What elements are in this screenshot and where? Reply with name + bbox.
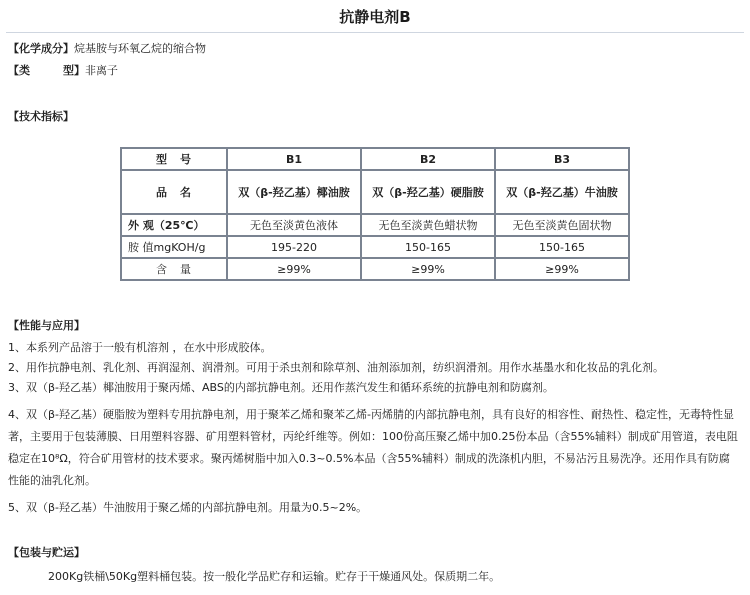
cell-name-b1: 双（β-羟乙基）椰油胺 (227, 170, 361, 214)
table-row (121, 258, 629, 280)
spec-table (120, 147, 630, 281)
cell-content-b1: ≥99% (227, 258, 361, 280)
usage-item-2: 2、用作抗静电剂、乳化剂、再润湿剂、润滑剂。可用于杀虫剂和除草剂、油剂添加剂，纺织润滑剂。用作水基墨水和化妆品的乳化剂。 (8, 361, 664, 374)
usage-item-4: 4、双（β-羟乙基）硬脂胺为塑料专用抗静电剂，用于聚苯乙烯和聚苯乙烯-丙烯腈的内部抗静电剂，具有良好的相容性、耐热性、稳定性，无毒特性显著，主要用于包装薄膜、日用塑料容器、矿用塑料管材，丙纶纤维等。例如：100份高压聚乙烯中加0.25份本品（含55%辅料）制成矿用管道，表电阻稳定在10⁸Ω，符合矿用管材的技术要求。聚丙烯树脂中加入0.3~0.5%本品（含55%辅料）制成的洗涤机内胆，不易沾污且易洗净。还用作具有防腐性能的油乳化剂。 (8, 408, 738, 487)
page-title: 抗静电剂B (339, 8, 411, 26)
cell-appearance-b2: 无色至淡黄色蜡状物 (361, 214, 495, 236)
cell-amine-b2: 150-165 (361, 236, 495, 258)
usage-item-5: 5、双（β-羟乙基）牛油胺用于聚乙烯的内部抗静电剂。用量为0.5~2%。 (8, 501, 368, 514)
row-label-name: 品 名 (121, 170, 227, 214)
table-row (121, 214, 629, 236)
usage-heading: 【性能与应用】 (8, 319, 85, 332)
header-cell-model: 型 号 (121, 148, 227, 170)
header-cell-b1: B1 (227, 148, 361, 170)
cell-content-b3: ≥99% (495, 258, 629, 280)
chemical-value: 烷基胺与环氧乙烷的缩合物 (74, 42, 206, 55)
type-label: 【类 型】 (8, 64, 85, 77)
table-row (121, 236, 629, 258)
cell-amine-b1: 195-220 (227, 236, 361, 258)
header-cell-b3: B3 (495, 148, 629, 170)
cell-name-b3: 双（β-羟乙基）牛油胺 (495, 170, 629, 214)
table-header-row (121, 148, 629, 170)
header-cell-b2: B2 (361, 148, 495, 170)
row-label-content: 含 量 (121, 258, 227, 280)
table-row (121, 170, 629, 214)
cell-name-b2: 双（β-羟乙基）硬脂胺 (361, 170, 495, 214)
usage-item-3: 3、双（β-羟乙基）椰油胺用于聚丙烯、ABS的内部抗静电剂。还用作蒸汽发生和循环系统的抗静电剂和防腐剂。 (8, 381, 554, 394)
title-divider (6, 32, 744, 33)
cell-appearance-b1: 无色至淡黄色液体 (227, 214, 361, 236)
packaging-heading: 【包装与贮运】 (8, 546, 85, 559)
type-value: 非离子 (85, 64, 118, 77)
row-label-amine: 胺 值mgKOH/g (121, 236, 227, 258)
chemical-row (8, 40, 206, 56)
type-row (8, 62, 118, 78)
cell-amine-b3: 150-165 (495, 236, 629, 258)
packaging-text: 200Kg铁桶\50Kg塑料桶包装。按一般化学品贮存和运输。贮存于干燥通风处。保质期二年。 (48, 570, 501, 583)
chemical-label: 【化学成分】 (8, 42, 74, 55)
cell-appearance-b3: 无色至淡黄色固状物 (495, 214, 629, 236)
usage-item-1: 1、本系列产品溶于一般有机溶剂 ，在水中形成胶体。 (8, 341, 272, 354)
cell-content-b2: ≥99% (361, 258, 495, 280)
row-label-appearance: 外 观（25℃） (121, 214, 227, 236)
spec-heading: 【技术指标】 (8, 110, 74, 123)
